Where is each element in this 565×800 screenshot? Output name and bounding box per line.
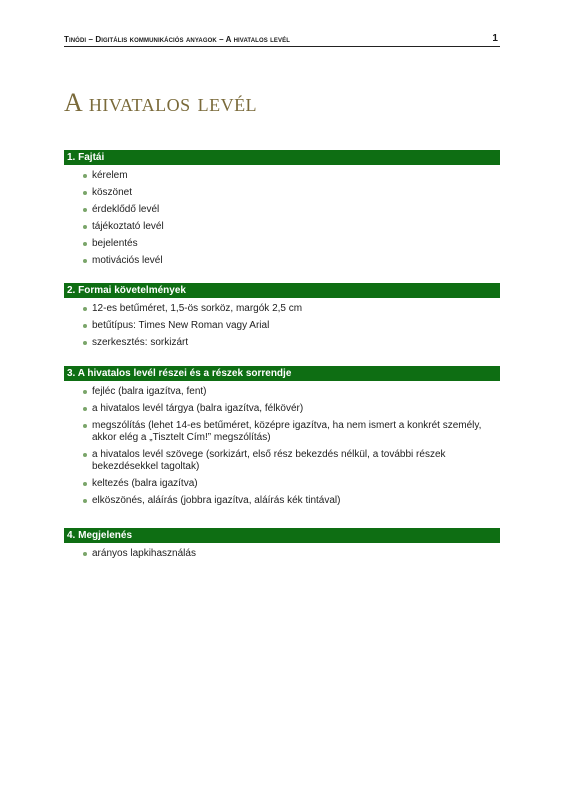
list-item: betűtípus: Times New Roman vagy Arial bbox=[64, 320, 500, 332]
page-number: 1 bbox=[492, 33, 498, 44]
section-heading: 3. A hivatalos levél részei és a részek sorrendje bbox=[64, 366, 500, 381]
list-item: köszönet bbox=[64, 187, 500, 199]
section-heading: 2. Formai követelmények bbox=[64, 283, 500, 298]
list-item: megszólítás (lehet 14-es betűméret, középre igazítva, ha nem ismert a konkrét személy, akkor elég a „Tisztelt Cím!” megszólítás) bbox=[64, 420, 500, 444]
bullet-list bbox=[64, 386, 500, 507]
section-heading: 1. Fajtái bbox=[64, 150, 500, 165]
list-item: elköszönés, aláírás (jobbra igazítva, aláírás kék tintával) bbox=[64, 495, 500, 507]
list-item: kérelem bbox=[64, 170, 500, 182]
running-header bbox=[64, 30, 500, 47]
section-appearance bbox=[64, 528, 500, 565]
list-item: fejléc (balra igazítva, fent) bbox=[64, 386, 500, 398]
list-item: 12-es betűméret, 1,5-ös sorköz, margók 2,5 cm bbox=[64, 303, 500, 315]
page-title: A hivatalos levél bbox=[64, 88, 258, 117]
list-item: motivációs levél bbox=[64, 255, 500, 267]
list-item: szerkesztés: sorkizárt bbox=[64, 337, 500, 349]
section-heading: 4. Megjelenés bbox=[64, 528, 500, 543]
bullet-list bbox=[64, 170, 500, 267]
bullet-list bbox=[64, 303, 500, 349]
section-letter-parts bbox=[64, 366, 500, 512]
running-title: Tinódi – Digitális kommunikációs anyagok – A hivatalos levél bbox=[64, 35, 290, 44]
list-item: keltezés (balra igazítva) bbox=[64, 478, 500, 490]
list-item: bejelentés bbox=[64, 238, 500, 250]
section-types bbox=[64, 150, 500, 272]
list-item: tájékoztató levél bbox=[64, 221, 500, 233]
list-item: a hivatalos levél tárgya (balra igazítva, félkövér) bbox=[64, 403, 500, 415]
list-item: a hivatalos levél szövege (sorkizárt, első rész bekezdés nélkül, a további részek bekezdésekkel tagoltak) bbox=[64, 449, 500, 473]
section-formal-requirements bbox=[64, 283, 500, 354]
list-item: arányos lapkihasználás bbox=[64, 548, 500, 560]
list-item: érdeklődő levél bbox=[64, 204, 500, 216]
bullet-list bbox=[64, 548, 500, 560]
